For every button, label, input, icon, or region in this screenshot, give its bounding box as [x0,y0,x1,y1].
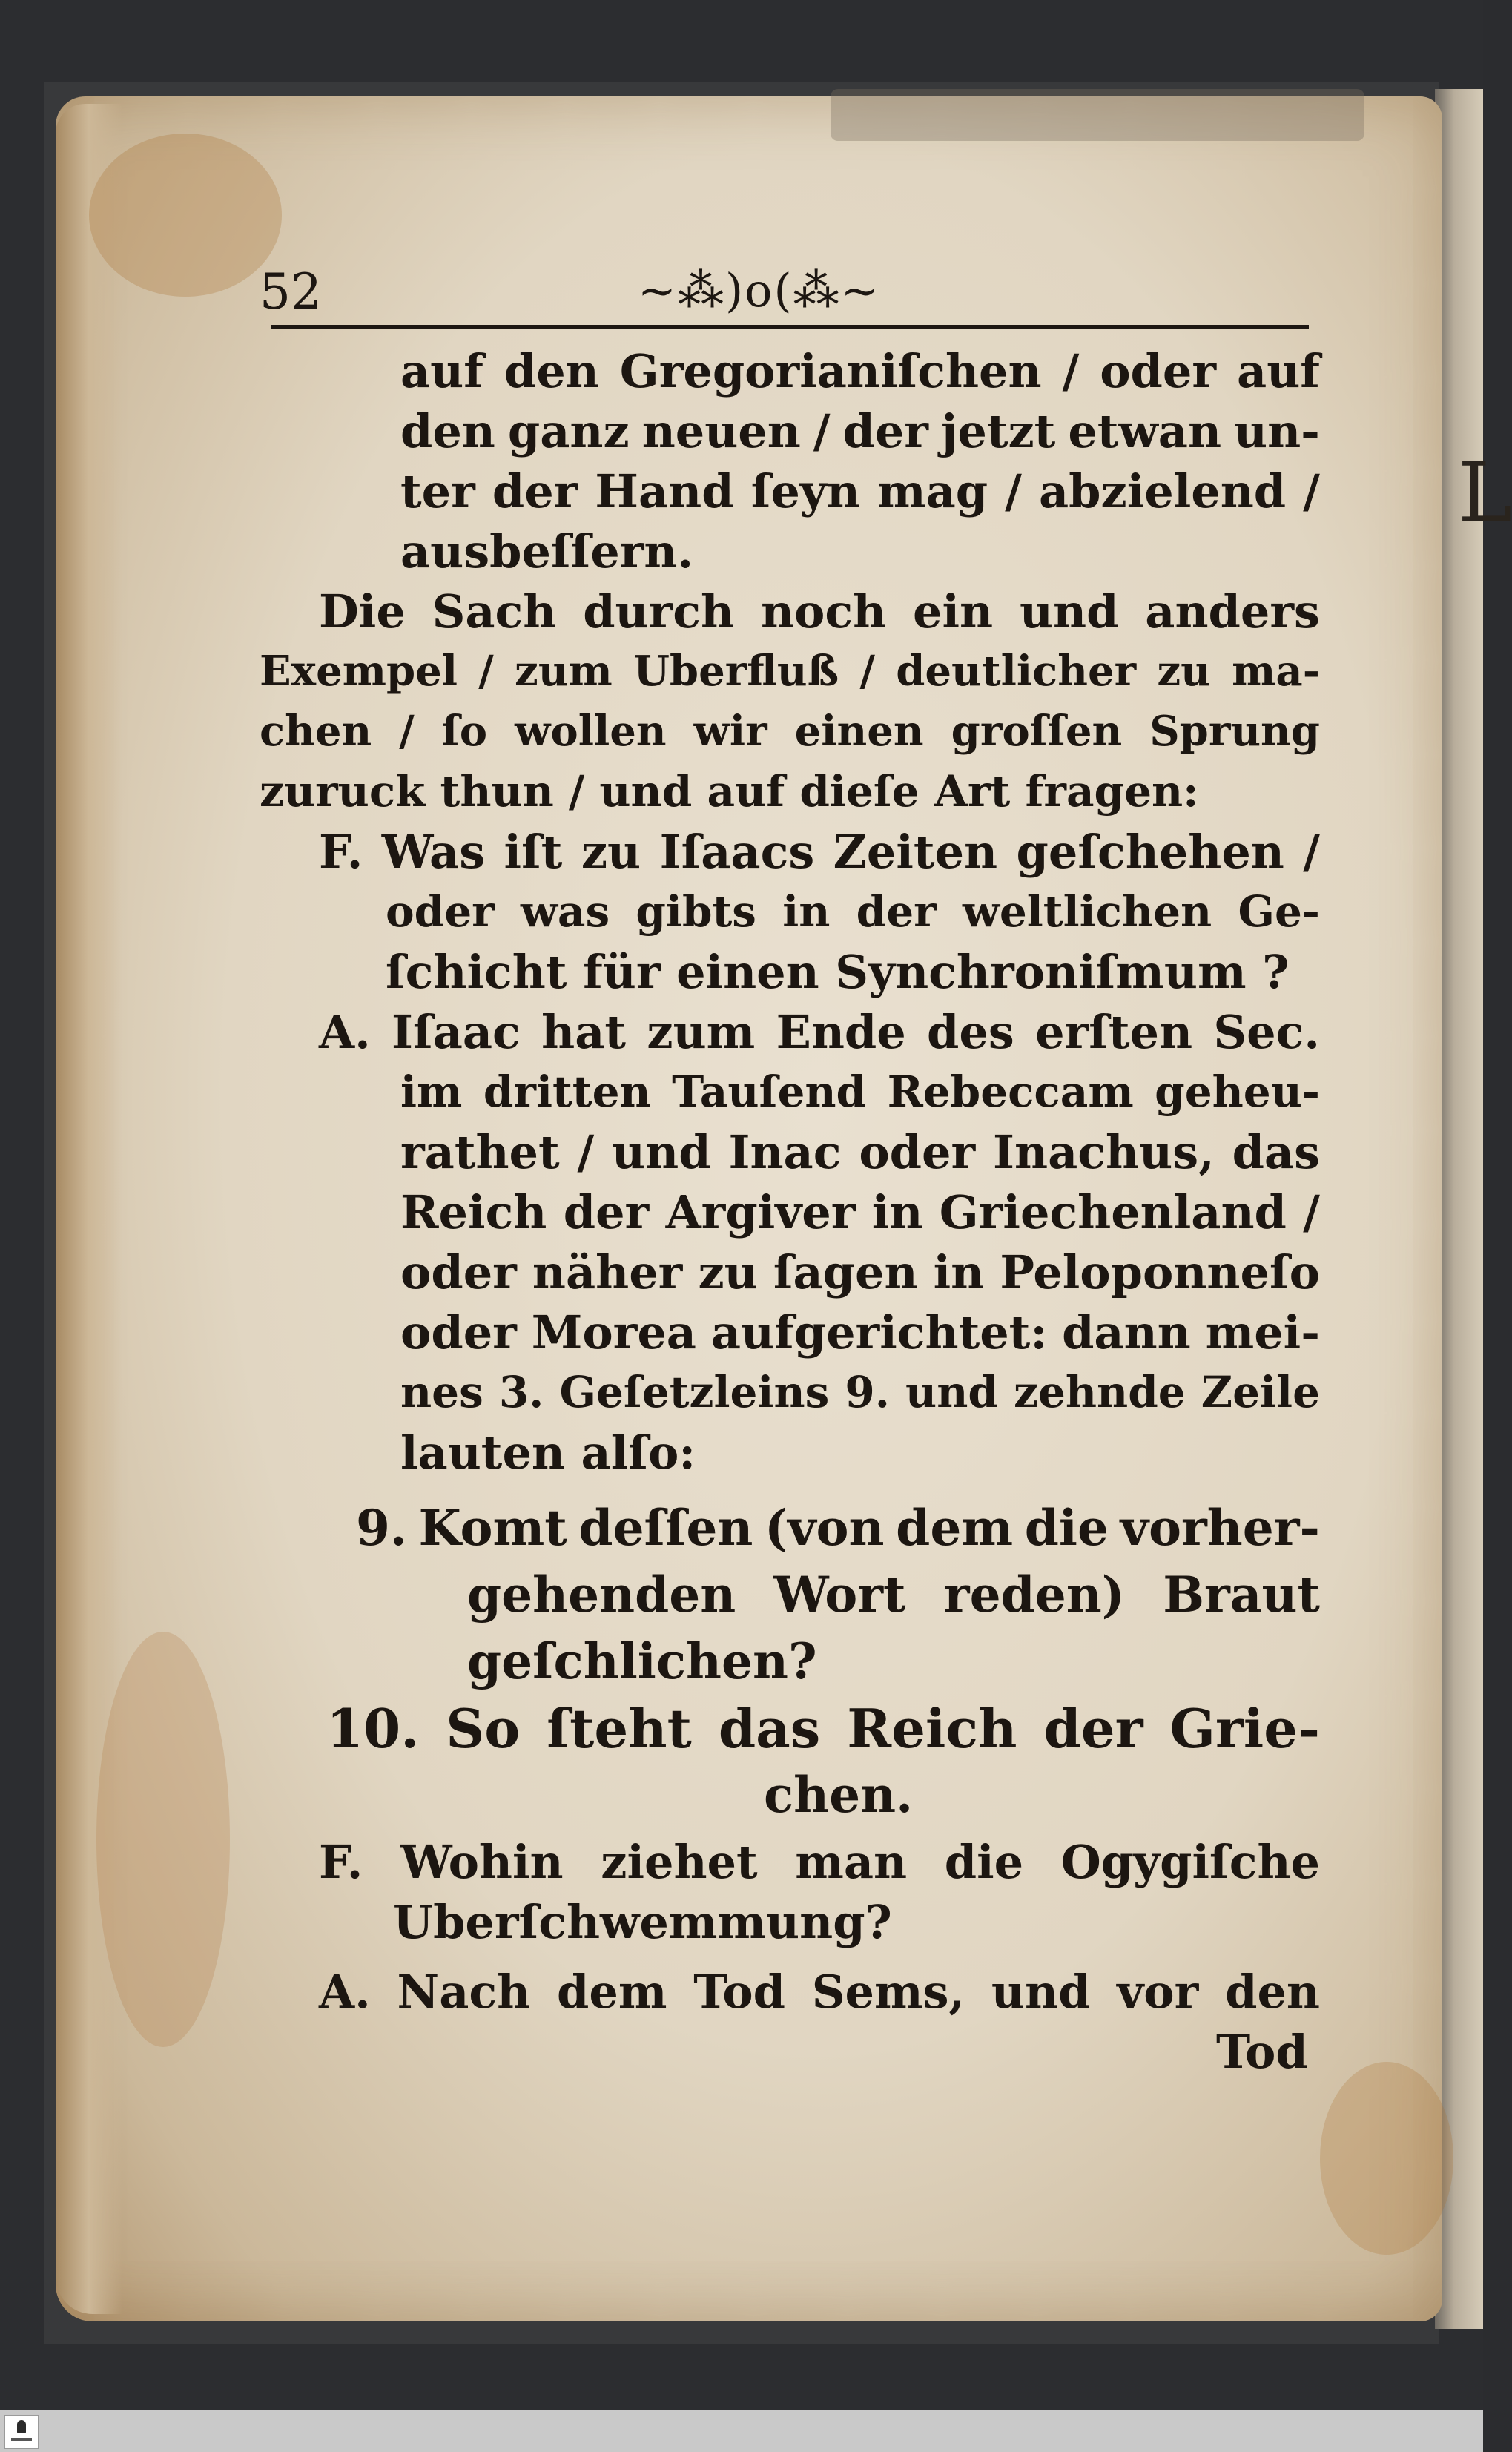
word: / [577,1125,595,1179]
text-line [400,341,1320,401]
word: weltlichen [962,886,1212,937]
word: Sprung [1149,707,1320,756]
word: dritten [483,1067,651,1117]
word: Hand [595,464,734,518]
word: anders [1145,584,1320,639]
header-rule [271,325,1309,329]
word: Nach [397,1965,531,2019]
text-line [260,642,1320,702]
foxing-stain [89,134,282,297]
word: näher [532,1245,683,1299]
word: oder [400,1245,517,1299]
word: Die [319,584,406,639]
word: und [612,1125,711,1179]
word: geheu- [1155,1067,1320,1117]
word: nes [400,1367,483,1417]
word: rathet [400,1125,560,1179]
catchword: Tod [1216,2025,1308,2079]
word: zum [647,1005,756,1059]
text-line [400,1062,1320,1122]
word: hat [541,1005,627,1059]
foxing-stain [1320,2062,1453,2255]
text-line: zuruck thun / und auf dieſe Art fragen: [260,766,1199,817]
word: / [1303,1185,1320,1239]
word: noch [760,584,887,639]
word: durch [583,584,735,639]
verse-line: chen. [764,1766,914,1824]
word: und [905,1367,998,1417]
word: der [1043,1697,1143,1760]
word: Komt [418,1499,567,1557]
word: Was [381,825,486,879]
word: zum [515,647,613,696]
text-line: ſchicht für einen Synchroniſmum ? [386,945,1290,999]
word: / [399,707,415,756]
word: oder [859,1125,976,1179]
word: wollen [515,707,667,756]
word: Reich [400,1185,547,1239]
word: So [446,1697,521,1760]
text-line [400,401,1320,461]
word: erſten [1035,1005,1193,1059]
word: Rebeccam [887,1067,1134,1117]
word: / [1303,825,1320,879]
word: etwan [1068,404,1222,458]
text-line [319,581,1320,642]
word: F. [319,825,363,879]
word: Wohin [400,1835,564,1889]
answer-line [319,1002,1320,1062]
word: die [1024,1499,1109,1557]
verse-line: geſchlichen? [467,1632,817,1690]
word: im [400,1067,463,1117]
word: des [927,1005,1014,1059]
word: was [520,886,610,937]
word: reden) [943,1566,1125,1624]
word: dem [557,1965,667,2019]
word: deſſen [578,1499,753,1557]
word: zu [1157,647,1211,696]
word: geſchehen [1016,825,1284,879]
word: / [1005,464,1022,518]
word: Tod [693,1965,785,2019]
word: dem [896,1499,1014,1557]
word: der [563,1185,650,1239]
word: ziehet [601,1835,758,1889]
word: Inac [728,1125,842,1179]
word: A. [319,1965,371,2019]
word: / [1062,344,1080,398]
word: Tauſend [672,1067,867,1117]
word: chen [260,707,372,756]
word: Iſaacs [659,825,815,879]
viewer-bottom-bar [0,2410,1483,2452]
word: Gregorianiſchen [619,344,1042,398]
word: deutlicher [896,647,1137,696]
word: dann [1062,1305,1191,1360]
word: mag [877,464,988,518]
word: / [859,647,875,696]
word: in [782,886,831,937]
word: / [1303,464,1320,518]
word: der [492,464,578,518]
text-line [400,461,1320,521]
word: ſo [441,707,488,756]
word: in [871,1185,923,1239]
word: ſteht [547,1697,692,1760]
word: das [718,1697,821,1760]
torn-top-edge [831,89,1364,141]
word: ſagen [773,1245,918,1299]
word: Iſaac [392,1005,521,1059]
word: 9. [356,1499,407,1557]
word: 10. [326,1697,420,1760]
running-header [260,263,1313,323]
word: zu [698,1245,758,1299]
word: oder [386,886,495,937]
word: ein [913,584,994,639]
text-line [400,1362,1320,1423]
word: ter [400,464,475,518]
verse-line [326,1698,1320,1759]
word: Geſetzleins [559,1367,830,1417]
word: den [400,404,495,458]
word: Morea [531,1305,696,1360]
word: F. [319,1835,363,1889]
text-line [260,702,1320,762]
text-line: ausbeſſern. [400,524,694,579]
word: Braut [1163,1566,1320,1624]
word: ſeyn [750,464,860,518]
word: gehenden [467,1566,736,1624]
facing-page-fragment: L [1458,445,1512,540]
word: man [795,1835,908,1889]
word: abzielend [1039,464,1287,518]
word: den [504,344,599,398]
answer-line [319,1962,1320,2022]
word: in [933,1245,985,1299]
word: auf [400,344,483,398]
text-line [400,1302,1320,1362]
question-line [319,822,1320,882]
word: der [856,886,937,937]
word: groſſen [951,707,1123,756]
word: Wort [773,1566,906,1624]
word: vor [1117,1965,1199,2019]
word: Reich [847,1697,1017,1760]
word: und [1019,584,1119,639]
word: Ge- [1238,886,1320,937]
word: iſt [504,825,563,879]
word: / [478,647,494,696]
text-line [400,1182,1320,1242]
word: ganz [507,404,630,458]
word: Zeiten [833,825,998,879]
word: Ende [776,1005,906,1059]
word: A. [319,1005,371,1059]
word: 3. [498,1367,544,1417]
text-line [386,882,1320,942]
word: einen [794,707,924,756]
word: wir [693,707,767,756]
word: gibts [635,886,756,937]
word: ma- [1232,647,1320,696]
text-line: lauten alſo: [400,1426,696,1480]
word: das [1232,1125,1320,1179]
word: / [813,404,831,458]
word: oder [1100,344,1217,398]
word: 9. [845,1367,890,1417]
verse-line [467,1565,1320,1625]
foxing-stain [96,1632,230,2047]
word: Uberfluß [633,647,839,696]
question-line [319,1832,1320,1892]
library-logo-icon [4,2415,39,2449]
text-line [400,1242,1320,1302]
word: un- [1234,404,1320,458]
text-line [400,1122,1320,1182]
word: Ogygiſche [1060,1835,1320,1889]
word: oder [400,1305,517,1360]
header-ornament: ~⁂)o(⁂~ [638,263,881,317]
word: zu [581,825,641,879]
word: Zeile [1201,1367,1320,1417]
word: Grie- [1169,1697,1320,1760]
word: und [991,1965,1091,2019]
word: vorher- [1120,1499,1320,1557]
word: den [1225,1965,1320,2019]
word: neuen [641,404,801,458]
word: auf [1237,344,1320,398]
page-edge-shading [56,104,122,2314]
word: mei- [1205,1305,1320,1360]
word: aufgerichtet: [710,1305,1048,1360]
word: (von [764,1499,885,1557]
word: Argiver [665,1185,856,1239]
word: der [842,404,928,458]
word: Exempel [260,647,458,696]
text-line: Uberſchwemmung? [393,1895,892,1949]
verse-line [356,1498,1320,1558]
word: Griechenland [939,1185,1287,1239]
word: Sach [432,584,557,639]
page-number: 52 [260,263,322,320]
word: zehnde [1014,1367,1186,1417]
word: Peloponneſo [1000,1245,1320,1299]
word: jetzt [940,404,1056,458]
word: die [944,1835,1024,1889]
word: Sec. [1213,1005,1320,1059]
word: Sems, [811,1965,965,2019]
word: Inachus, [993,1125,1215,1179]
